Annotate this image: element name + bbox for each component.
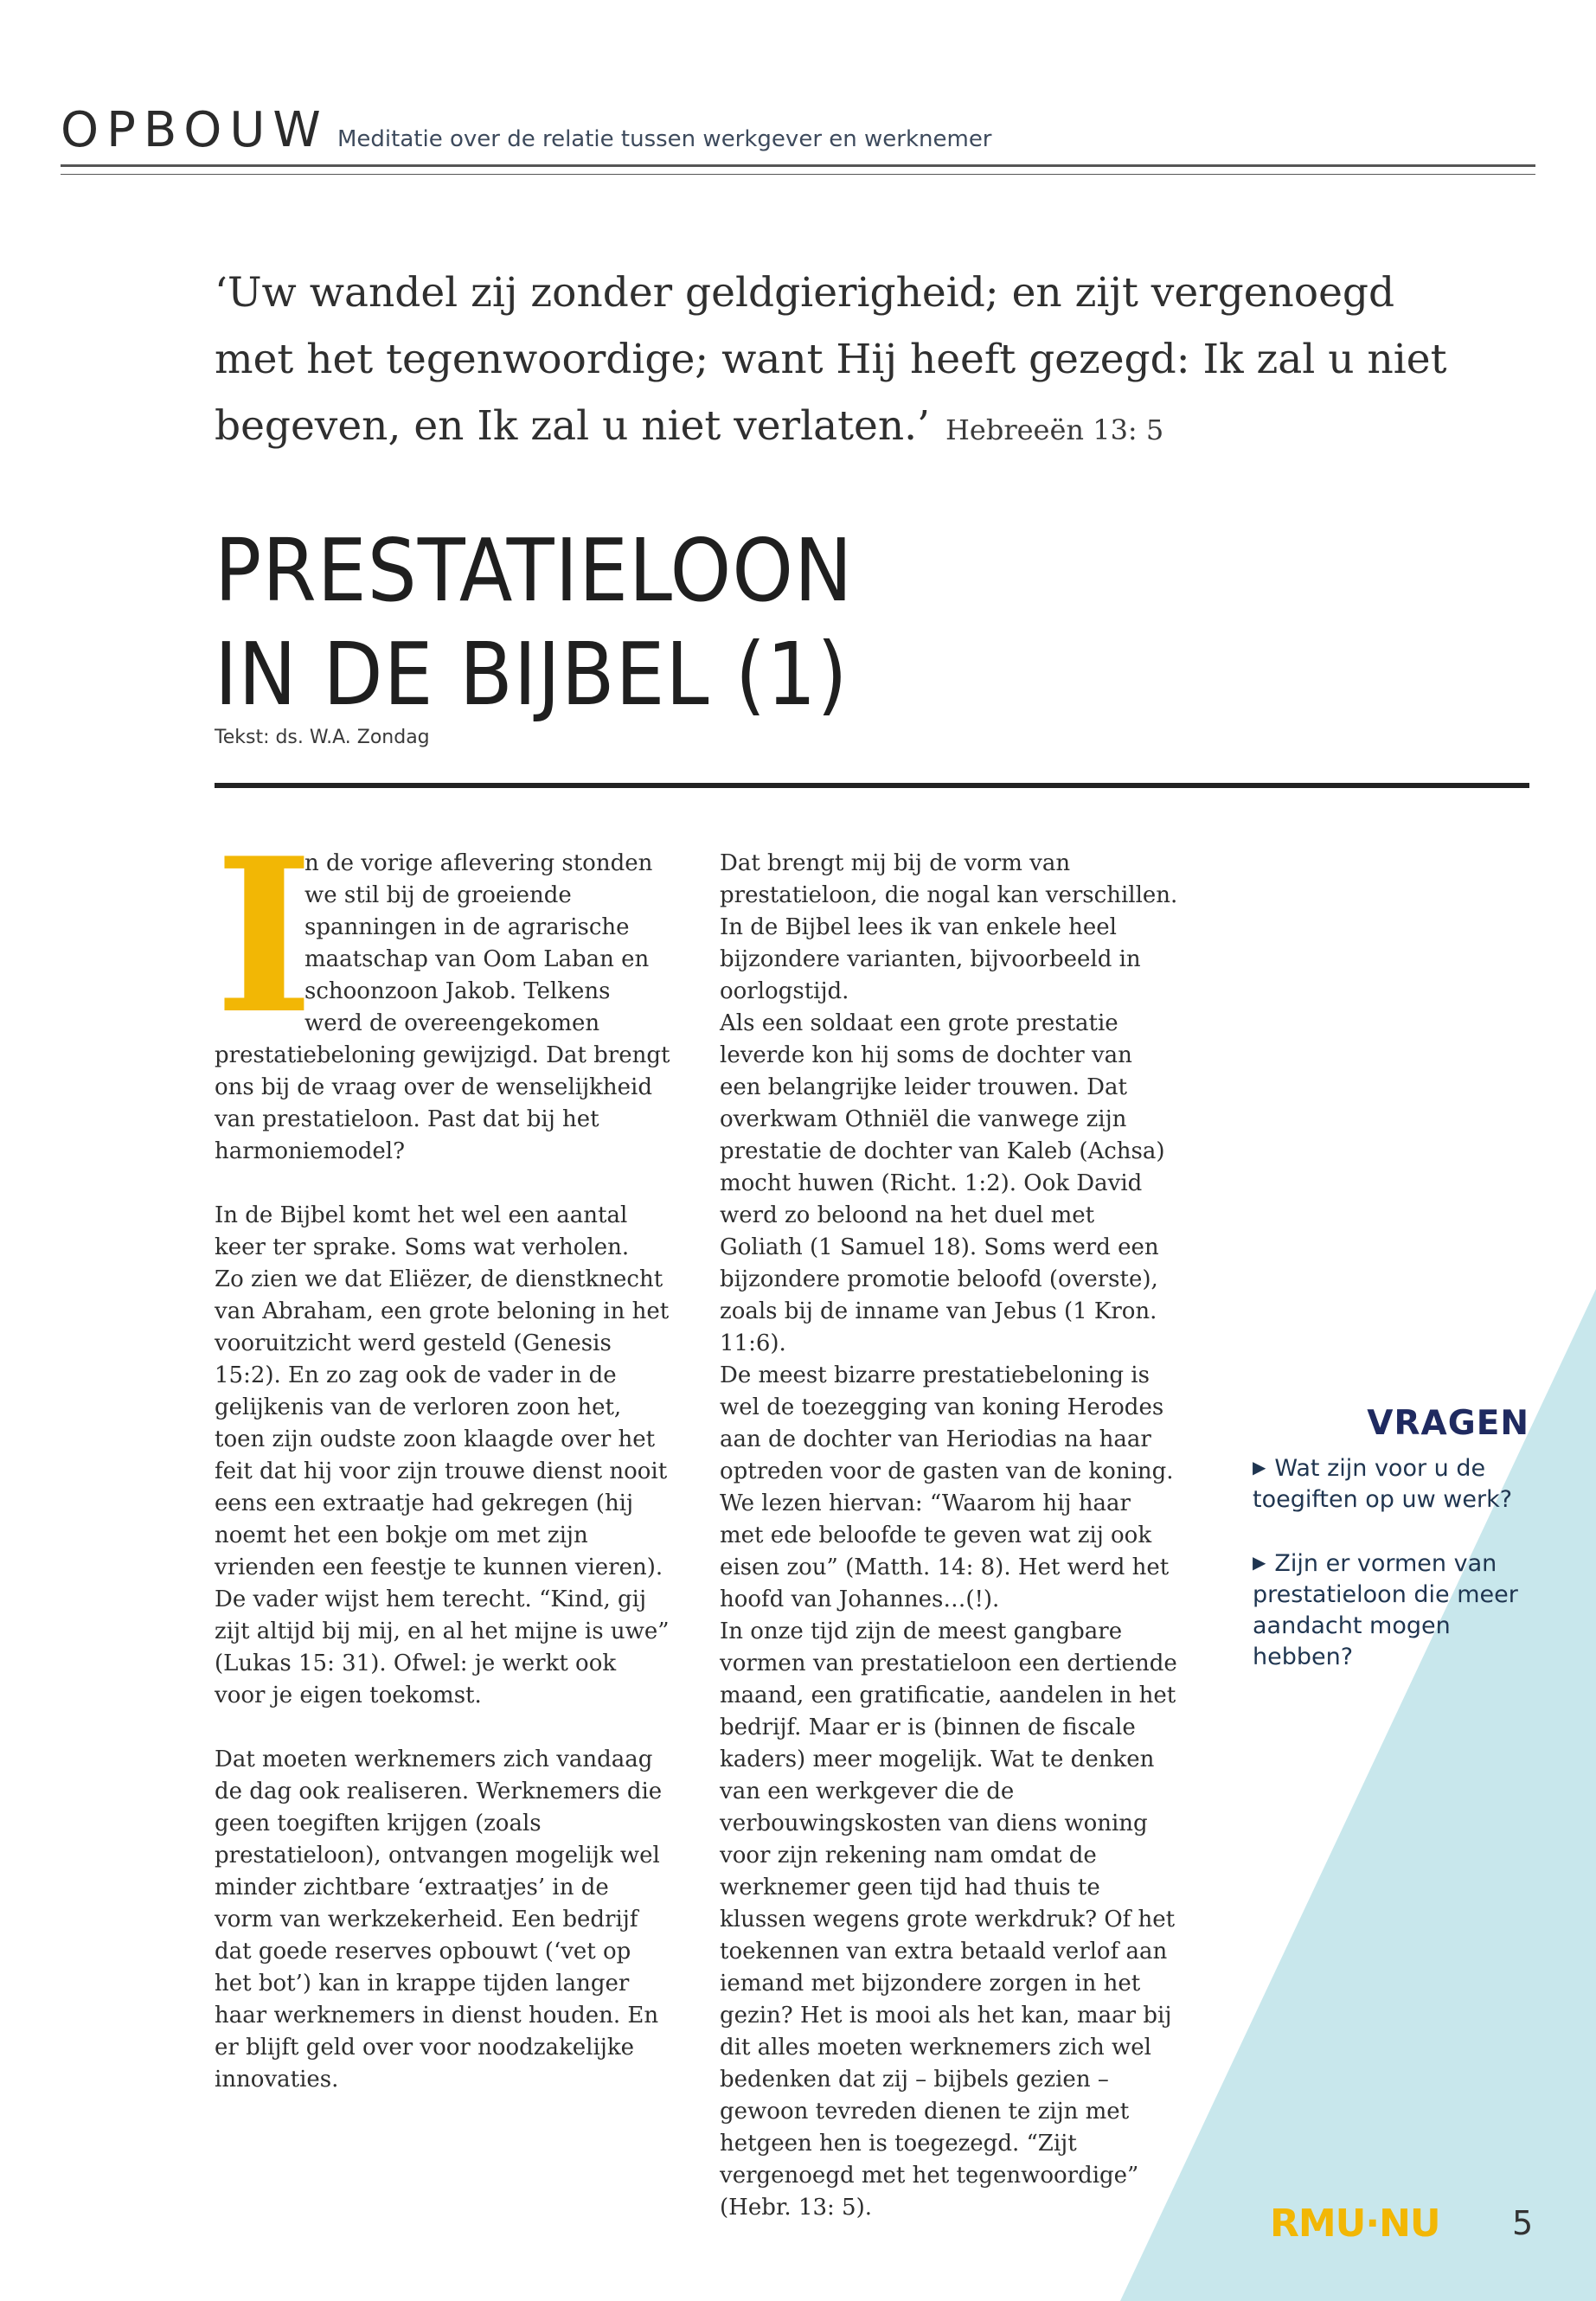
triangle-right-icon: ▶	[1253, 1552, 1266, 1573]
article-title	[215, 519, 1339, 727]
question-item	[1253, 1547, 1529, 1673]
rmu-nu-logo: RMU·NU	[1270, 2202, 1440, 2246]
paragraph: Zo zien we dat Eliëzer, de dienstknecht van Abraham, een grote beloning in het vooruitzicht werd gesteld (Genesis 15:2). En zo zag ook de vader in de gelijkenis van de verloren zoon het, toen zijn oudste zoon klaagde over het feit dat hij voor zijn trouwe dienst nooit eens een extraatje had gekregen (hij noemt het een bokje om met zijn vrienden een feestje te kunnen vieren). De vader wijst hem terecht. “Kind, gij zijt altijd bij mij, en al het mijne is uwe” (Lukas 15: 31). Ofwel: je werkt ook voor je eigen toekomst.	[215, 1266, 670, 1708]
header-rule-thin	[61, 174, 1535, 175]
paragraph: In de Bijbel komt het wel een aantal keer ter sprake. Soms wat verholen.	[215, 1202, 630, 1260]
paragraph: Dat brengt mij bij de vorm van prestatieloon, die nogal kan verschillen. In de Bijbel lees ik van enkele heel bijzondere varianten, bijvoorbeeld in oorlogstijd.	[720, 850, 1178, 1004]
questions-title: VRAGEN	[1367, 1404, 1529, 1443]
paragraph: In onze tijd zijn de meest gangbare vormen van prestatieloon een dertiende maand, een gratificatie, aandelen in het bedrijf. Maar er is (binnen de fiscale kaders) meer mogelijk. Wat te denken van een werkgever die de verbouwingskosten van diens woning voor zijn rekening nam omdat de werknemer geen tijd had thuis te klussen wegens grote werkdruk? Of het toekennen van extra betaald verlof aan iemand met bijzondere zorgen in het gezin? Het is mooi als het kan, maar bij dit alles moeten werknemers zich wel bedenken dat zij – bijbels gezien – gewoon tevreden dienen te zijn met hetgeen hen is toegezegd. “Zijt vergenoegd met het tegenwoordige” (Hebr. 13: 5).	[720, 1618, 1177, 2221]
drop-cap: I	[215, 811, 314, 1061]
triangle-right-icon: ▶	[1253, 1457, 1266, 1477]
title-rule	[215, 783, 1529, 788]
question-text: Zijn er vormen van prestatieloon die meer aandacht mogen hebben?	[1253, 1550, 1518, 1670]
quote-text: ‘Uw wandel zij zonder geldgierigheid; en zijt vergenoegd met het tegenwoordige; want Hij heeft gezegd: Ik zal u niet begeven, en Ik zal u niet verlaten.’	[215, 269, 1447, 450]
bible-quote	[215, 260, 1452, 464]
paragraph: Als een soldaat een grote prestatie leverde kon hij soms de dochter van een belangrijke leider trouwen. Dat overkwam Othniël die vanwege zijn prestatie de dochter van Kaleb (Achsa) mocht huwen (Richt. 1:2). Ook David werd zo beloond na het duel met Goliath (1 Samuel 18). Soms werd een bijzondere promotie beloofd (overste), zoals bij de inname van Jebus (1 Kron. 11:6).	[720, 1010, 1165, 1356]
question-item	[1253, 1452, 1529, 1516]
paragraph: De meest bizarre prestatiebeloning is wel de toezegging van koning Herodes aan de dochter van Heriodias na haar optreden voor de gasten van de koning. We lezen hiervan: “Waarom hij haar met ede beloofde te geven wat zij ook eisen zou” (Matth. 14: 8). Het werd het hoofd van Johannes…(!).	[720, 1362, 1174, 1612]
question-text: Wat zijn voor u de toegiften op uw werk?	[1253, 1455, 1513, 1513]
paragraph: Dat moeten werknemers zich vandaag de dag ook realiseren. Werknemers die geen toegiften krijgen (zoals prestatieloon), ontvangen mogelijk wel minder zichtbare ‘extraatjes’ in de vorm van werkzekerheid. Een bedrijf dat goede reserves opbouwt (‘vet op het bot’) kan in krappe tijden langer haar werknemers in dienst houden. En er blijft geld over voor noodzakelijke innovaties.	[215, 1747, 663, 2093]
header-rule	[61, 164, 1535, 167]
section-label: OPBOUW	[61, 102, 329, 158]
article-column-2	[720, 848, 1178, 2224]
page-header	[61, 102, 1535, 182]
article-title-line-2: IN DE BIJBEL (1)	[215, 624, 849, 725]
paragraph	[215, 811, 673, 1168]
quote-source: Hebreeën 13: 5	[945, 413, 1164, 446]
article-byline: Tekst: ds. W.A. Zondag	[215, 727, 430, 748]
page-number: 5	[1512, 2204, 1534, 2242]
article-column-1	[215, 811, 673, 2128]
questions-box	[1253, 1404, 1529, 1704]
article-title-line-1: PRESTATIELOON	[215, 520, 854, 621]
paragraph-text: n de vorige aflevering stonden we stil bij de groeiende spanningen in de agrarische maatschap van Oom Laban en schoonzoon Jakob. Telkens werd de overeengekomen prestatiebeloning gewijzigd. Dat brengt ons bij de vraag over de wenselijkheid van prestatieloon. Past dat bij het harmoniemodel?	[215, 850, 670, 1164]
section-subtitle: Meditatie over de relatie tussen werkgever en werknemer	[337, 126, 992, 152]
